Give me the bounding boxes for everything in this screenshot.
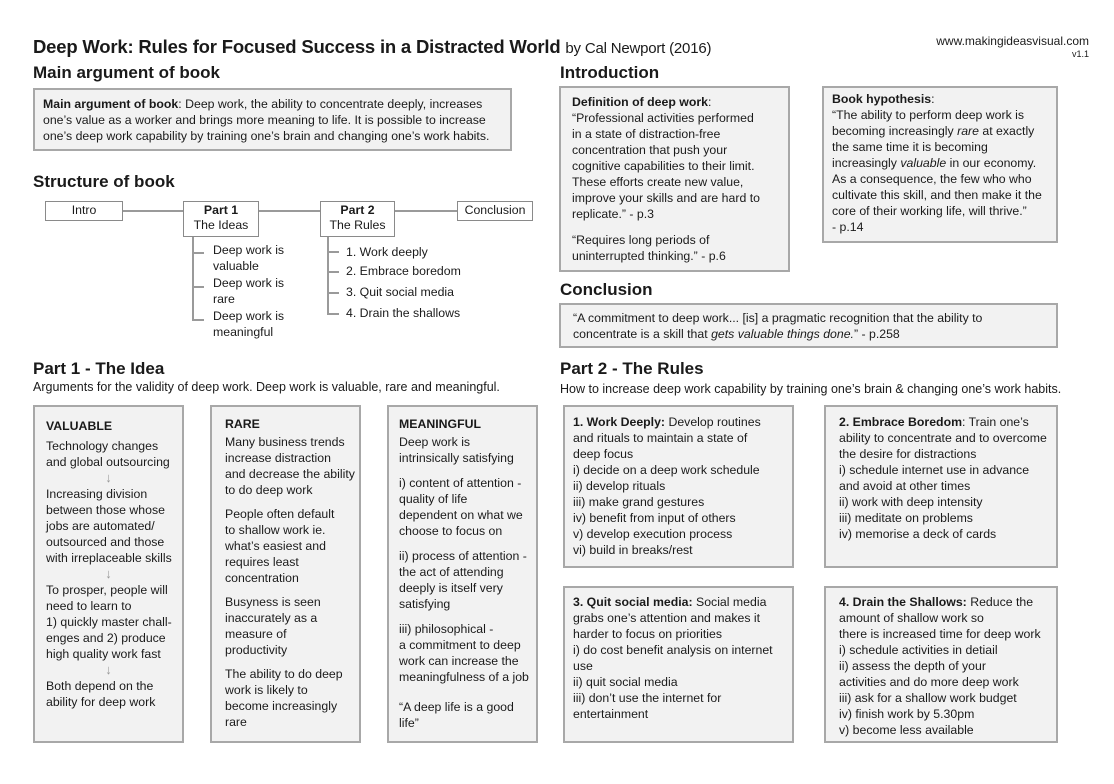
text: at exactly [978,124,1035,138]
rare-paragraph [225,506,346,586]
arrow-down-icon: ↓ [105,470,112,485]
hypothesis-text: cultivate this skill, and then make it the [832,188,1042,202]
main-argument-text: : Deep work, the ability to concentrate deeply, increases [178,97,483,111]
tree-item-text: meaningful [213,325,274,339]
step-text: To prosper, people will [46,583,168,597]
hypothesis-text: - p.14 [832,220,864,234]
rule-text: activities and do more deep work [839,675,1019,689]
step-text: enges and 2) produce [46,631,166,645]
rule-text: iv) memorise a deck of cards [839,527,997,541]
meaningful-paragraph [399,548,526,612]
rare-paragraph [225,434,355,498]
step-text: high quality work fast [46,647,161,661]
part2-tree-item-3: 3. Quit social media [346,285,454,299]
version-label: v1.1 [1071,49,1089,59]
meaningful-paragraph [399,434,526,466]
text: becoming increasingly [832,124,958,138]
text: a commitment to deep [399,638,521,652]
valuable-step [46,582,171,662]
text: inaccurately as a [225,611,318,625]
text: increase distraction [225,451,331,465]
rule-text: iii) meditate on problems [839,511,973,525]
text: satisfying [399,597,451,611]
rule-text: iv) finish work by 5.30pm [839,707,975,721]
definition-text: replicate.” - p.3 [572,207,655,221]
step-text: between those whose [46,503,165,517]
rule-text: iii) don’t use the internet for [573,691,722,705]
definition-text: in a state of distraction-free [572,127,721,141]
part2-node-subtitle: The Rules [329,218,386,232]
step-text: ability for deep work [46,695,156,709]
rare-paragraph [225,594,346,658]
text: Develop routines [665,415,761,429]
rule-text: use [573,659,593,673]
part2-subheading: How to increase deep work capability by training one’s brain & changing one’s work habits. [560,382,1062,396]
structure-node-part2 [320,201,395,237]
rule-text: v) become less available [839,723,974,737]
part1-tree-item-rare [213,275,284,307]
tree-item-text: Deep work is [213,243,285,257]
text: work is likely to [225,683,308,697]
text: “A deep life is a good [399,700,514,714]
text: work can increase the [399,654,519,668]
step-text: Both depend on the [46,679,154,693]
text: Social media [692,595,767,609]
main-argument-text: one’s value as a worker and brings more meaning to life. It is possible to increase [43,113,486,127]
emphasis: valuable [900,156,947,170]
text: : Train one’s [962,415,1029,429]
step-text: and global outsourcing [46,455,170,469]
main-argument-box [33,88,512,151]
text: meaningfulness of a job [399,670,529,684]
text: i) content of attention - [399,476,522,490]
definition-text: concentration that push your [572,143,728,157]
definition-text: “Professional activities performed [572,111,754,125]
rule-box-quit-social-media [563,586,794,743]
rule-text: vi) build in breaks/rest [573,543,693,557]
part2-node-title: Part 2 [340,203,375,217]
rule-label: 4. Drain the Shallows: [839,595,967,609]
valuable-box [33,405,184,743]
step-text: Increasing division [46,487,148,501]
text: iii) philosophical - [399,622,494,636]
step-text: outsourced and those [46,535,165,549]
hypothesis-text: the same time it is becoming [832,140,988,154]
introduction-heading: Introduction [560,63,660,82]
conclusion-box [559,303,1058,348]
book-byline: by Cal Newport (2016) [565,40,712,57]
rule-text: iv) benefit from input of others [573,511,736,525]
text: quality of life [399,492,468,506]
rule-text: ii) work with deep intensity [839,495,983,509]
hypothesis-text: core of their working life, will thrive.” [832,204,1027,218]
rule-label: 1. Work Deeply: [573,415,666,429]
structure-node-part1 [183,201,259,237]
hypothesis-text [832,155,1048,171]
meaningful-box [387,405,538,743]
page-title [33,36,711,58]
valuable-step [46,438,171,470]
conclusion-text [573,326,1044,342]
rule-text: entertainment [573,707,649,721]
book-title: Deep Work: Rules for Focused Success in a Distracted World [33,36,561,57]
tree-item-text: rare [213,292,235,306]
rare-box [210,405,361,743]
rule-text: and avoid at other times [839,479,971,493]
arrow-down-icon: ↓ [105,566,112,581]
text: concentrate is a skill that [573,327,712,341]
conclusion-text: “A commitment to deep work... [is] a pragmatic recognition that the ability to [573,311,983,325]
structure-node-conclusion: Conclusion [457,201,533,221]
definition-quote2: uninterrupted thinking.” - p.6 [572,249,726,263]
valuable-title: VALUABLE [46,419,113,433]
step-text: need to learn to [46,599,132,613]
valuable-step [46,678,171,710]
text: to shallow work ie. [225,523,326,537]
tree-item-text: Deep work is [213,276,285,290]
step-text: Technology changes [46,439,159,453]
text: what’s easiest and [225,539,326,553]
text: Deep work is [399,435,471,449]
text: increasingly [832,156,901,170]
text: rare [225,715,247,729]
text: and decrease the ability [225,467,355,481]
part1-tree-item-meaningful [213,308,284,340]
part2-tree-item-1: 1. Work deeply [346,245,428,259]
part2-tree-item-4: 4. Drain the shallows [346,306,461,320]
part1-node-title: Part 1 [203,203,239,217]
hypothesis-text: “The ability to perform deep work is [832,108,1025,122]
emphasis: gets valuable things done. [711,327,854,341]
hypothesis-label: Book hypothesis [832,92,932,106]
hypothesis-box [822,86,1058,243]
rule-text: ability to concentrate and to overcome [839,431,1047,445]
rule-text: v) develop execution process [573,527,733,541]
emphasis: rare [957,124,979,138]
definition-text: cognitive capabilities to their limit. [572,159,755,173]
rule-text: deep focus [573,447,634,461]
step-text: jobs are automated/ [46,519,155,533]
definition-text: These efforts create new value, [572,175,744,189]
rule-text: iii) make grand gestures [573,495,705,509]
colon: : [707,95,712,109]
rule-text: amount of shallow work so [839,611,984,625]
text: life” [399,716,419,730]
text: Reduce the [966,595,1034,609]
main-argument-heading: Main argument of book [33,63,220,82]
part2-heading: Part 2 - The Rules [560,359,704,378]
structure-heading: Structure of book [33,172,175,191]
text: measure of [225,627,287,641]
text: The ability to do deep [225,667,343,681]
text: ” - p.258 [853,327,900,341]
rule-text: i) schedule internet use in advance [839,463,1030,477]
text: deeply is itself very [399,581,503,595]
part2-tree-item-2: 2. Embrace boredom [346,264,461,278]
tree-item-text: Deep work is [213,309,285,323]
text: Many business trends [225,435,345,449]
text: to do deep work [225,483,313,497]
part1-heading: Part 1 - The Idea [33,359,165,378]
definition-quote2: “Requires long periods of [572,233,710,247]
text: requires least [225,555,299,569]
valuable-step [46,486,171,566]
rule-box-work-deeply [563,405,794,568]
rule-box-drain-the-shallows [824,586,1058,743]
rule-text: iii) ask for a shallow work budget [839,691,1017,705]
structure-node-intro: Intro [45,201,123,221]
rule-box-embrace-boredom [824,405,1058,568]
rule-text: the desire for distractions [839,447,977,461]
meaningful-paragraph [399,621,529,685]
text: the act of attending [399,565,504,579]
tree-item-text: valuable [213,259,259,273]
text: in our economy. [946,156,1037,170]
meaningful-title: MEANINGFUL [399,417,481,431]
definition-label: Definition of deep work [572,95,708,109]
rare-title: RARE [225,417,260,431]
rule-text: i) schedule activities in detiail [839,643,998,657]
step-text: with irreplaceable skills [46,551,172,565]
text: Busyness is seen [225,595,321,609]
meaningful-quote [399,699,526,731]
conclusion-heading: Conclusion [560,280,653,299]
text: become increasingly [225,699,338,713]
rule-text: and rituals to maintain a state of [573,431,748,445]
meaningful-paragraph [399,475,526,539]
text: dependent on what we [399,508,523,522]
arrow-down-icon: ↓ [105,662,112,677]
rule-text: i) decide on a deep work schedule [573,463,760,477]
step-text: 1) quickly master chall- [46,615,172,629]
rare-paragraph [225,666,346,730]
hypothesis-text: As a consequence, the few who who [832,172,1032,186]
part1-tree-item-valuable [213,242,284,274]
main-argument-label: Main argument of book [43,97,179,111]
rule-text: i) do cost benefit analysis on internet [573,643,773,657]
definition-box [559,86,790,272]
text: choose to focus on [399,524,503,538]
part1-subheading: Arguments for the validity of deep work. Deep work is valuable, rare and meaningful. [33,380,500,394]
rule-text: ii) assess the depth of your [839,659,986,673]
main-argument-text: one’s deep work capability by training one’s brain and changing one’s work habits. [43,129,490,143]
part1-node-subtitle: The Ideas [193,218,249,232]
text: intrinsically satisfying [399,451,514,465]
colon: : [931,92,935,106]
definition-text: improve your skills and are hard to [572,191,760,205]
rule-label: 2. Embrace Boredom [839,415,963,429]
rule-text: grabs one’s attention and makes it [573,611,761,625]
rule-label: 3. Quit social media: [573,595,693,609]
text: productivity [225,643,288,657]
rule-text: there is increased time for deep work [839,627,1041,641]
text: ii) process of attention - [399,549,527,563]
rule-text: ii) develop rituals [573,479,666,493]
text: People often default [225,507,335,521]
rule-text: ii) quit social media [573,675,678,689]
hypothesis-text [832,123,1048,139]
rule-text: harder to focus on priorities [573,627,723,641]
text: concentration [225,571,299,585]
website-link[interactable]: www.makingideasvisual.com [936,34,1089,48]
